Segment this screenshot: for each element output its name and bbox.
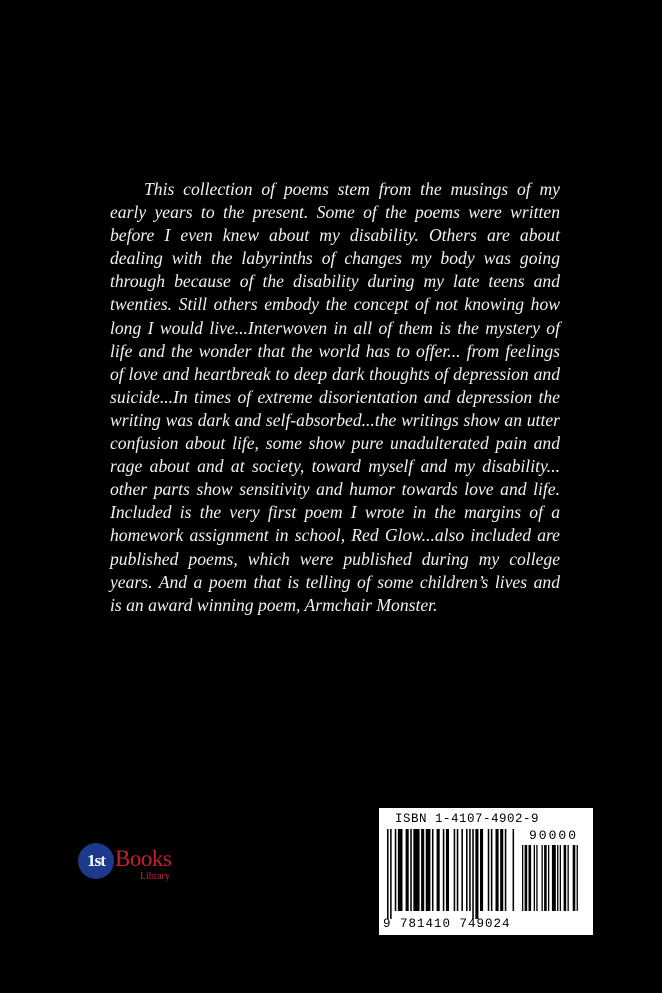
barcode-bar (432, 829, 434, 911)
barcode-bar (577, 845, 578, 911)
blurb-line: life and the wonder that the world has to offer... from feelings (110, 340, 560, 361)
barcode-bar (542, 845, 543, 911)
blurb-line: published poems, which were published during my college (110, 548, 560, 569)
blurb-line: before I even knew about my disability. Others are about (110, 225, 560, 246)
barcode-bar (390, 829, 392, 919)
barcode-bar (413, 829, 419, 911)
barcode-bar (522, 845, 523, 911)
ean-digits: 9 781410 749024 (383, 917, 511, 931)
blurb-line: confusion about life, some show pure unadulterated pain and (110, 433, 560, 454)
isbn-label: ISBN 1-4107-4902-9 (395, 812, 540, 826)
barcode-bar (457, 829, 459, 911)
isbn-barcode (379, 808, 593, 935)
blurb-line: rage about and at society, toward myself and my disability... (110, 456, 560, 477)
barcode-bar (395, 829, 397, 911)
barcode-bar (536, 845, 537, 911)
barcode-bar (544, 845, 547, 911)
barcode-bar (466, 829, 468, 911)
barcode-bar (488, 829, 490, 911)
barcode-bar (560, 845, 561, 911)
barcode-bar (557, 845, 558, 911)
addon-barcode-bars (522, 845, 584, 919)
barcode-bar (398, 829, 403, 911)
publisher-sub: Library (140, 871, 170, 882)
publisher-seal: 1st (78, 843, 114, 879)
blurb-line: twenties. Still others embody the concept of not knowing how (110, 294, 560, 315)
blurb-line: homework assignment in school, Red Glow...also included are (110, 525, 560, 546)
back-cover-blurb (110, 178, 560, 617)
barcode-bar (437, 829, 440, 911)
barcode-bar (552, 845, 556, 911)
barcode-bar (534, 845, 535, 911)
barcode-bar (410, 829, 412, 911)
barcode-bar (461, 829, 463, 911)
barcode-bar (548, 845, 549, 911)
price-code: 90000 (529, 828, 579, 843)
blurb-line: is an award winning poem, Armchair Monster. (110, 594, 438, 615)
blurb-line: through because of the disability during my late teens and (110, 271, 560, 292)
blurb-line: other parts show sensitivity and humor towards love and life. (110, 479, 560, 500)
barcode-bar (564, 845, 567, 911)
barcode-bar (406, 829, 409, 911)
blurb-line: suicide...In times of extreme disorientation and depression the (110, 386, 560, 407)
ean-barcode-bars (387, 829, 517, 919)
barcode-bar (469, 829, 471, 911)
barcode-bar (500, 829, 503, 911)
publisher-logo (78, 843, 188, 885)
barcode-bar (472, 829, 474, 919)
barcode-bar (480, 829, 483, 911)
barcode-bar (573, 845, 576, 911)
blurb-line: early years to the present. Some of the poems were written (110, 202, 560, 223)
blurb-line: of love and heartbreak to deep dark thoughts of depression and (110, 363, 560, 384)
barcode-bar (525, 845, 528, 911)
barcode-bar (496, 829, 499, 911)
barcode-bar (513, 829, 515, 911)
barcode-bar (529, 845, 532, 911)
blurb-line: This collection of poems stem from the musings of my (144, 179, 560, 199)
barcode-bar (421, 829, 424, 911)
publisher-brand: Books (115, 846, 172, 871)
barcode-bar (443, 829, 445, 911)
blurb-line: years. And a poem that is telling of some children’s lives and (110, 571, 560, 592)
barcode-bar (446, 829, 449, 911)
barcode-bar (387, 829, 389, 919)
barcode-bar (454, 829, 456, 911)
barcode-bar (505, 829, 507, 911)
blurb-line: Included is the very first poem I wrote in the margins of a (110, 502, 560, 523)
blurb-line: dealing with the labyrinths of changes my body was going (110, 248, 560, 269)
barcode-bar (491, 829, 493, 911)
barcode-bar (475, 829, 478, 919)
barcode-bar (426, 829, 431, 911)
blurb-line: long I would live...Interwoven in all of them is the mystery of (110, 317, 560, 338)
barcode-bar (568, 845, 569, 911)
blurb-line: writing was dark and self-absorbed...the writings show an utter (110, 409, 560, 430)
